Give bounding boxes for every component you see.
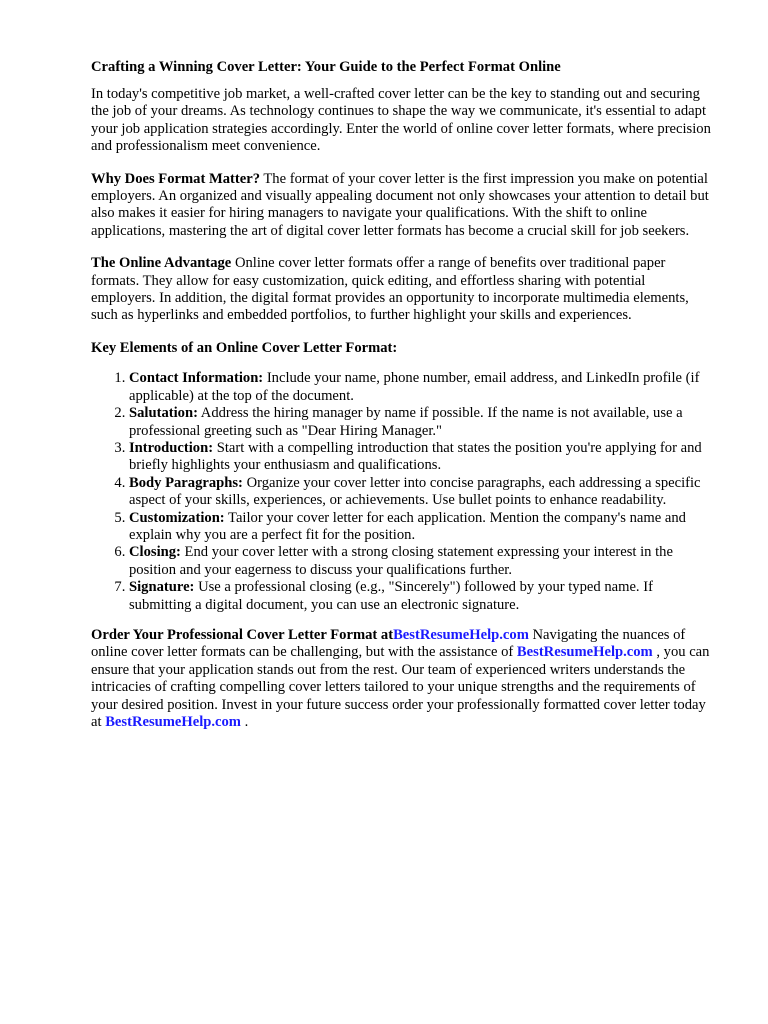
bestresumehelp-link-1[interactable]: BestResumeHelp.com [393, 626, 529, 643]
online-body: Online cover letter formats offer a range of benefits over traditional paper formats. They allow for easy customization, quick editing, and effortless sharing with potential employers. In addition, the digital format provides an opportunity to incorporate multimedia elements, such as hyperlinks and embedded portfolios, to further highlight your skills and experiences. [91, 255, 689, 324]
list-item-label: Body Paragraphs: [129, 474, 243, 491]
order-lead: Order Your Professional Cover Letter Format at [91, 626, 394, 643]
format-body: The format of your cover letter is the first impression you make on potential employers. An organized and visually appealing document not only showcases your attention to detail but also makes it easier for hiring managers to navigate your qualifications. With the shift to online applications, mastering the art of digital cover letter formats has become a crucial skill for job seekers. [91, 170, 709, 239]
list-item-label: Salutation: [129, 405, 198, 422]
bestresumehelp-link-2[interactable]: BestResumeHelp.com [516, 644, 653, 661]
list-item [129, 405, 713, 440]
list-item-text: Start with a compelling introduction that states the position you're applying for and briefly highlights your enthusiasm and qualifications. [129, 439, 702, 474]
list-item-text: Organize your cover letter into concise paragraphs, each addressing a specific aspect of your skills, experiences, or achievements. Use bullet points to enhance readability. [129, 474, 701, 509]
format-lead: Why Does Format Matter? [91, 170, 260, 187]
bestresumehelp-link-3[interactable]: BestResumeHelp.com [105, 714, 241, 730]
key-elements-list [91, 370, 713, 614]
list-item [129, 510, 713, 545]
list-item-label: Contact Information: [129, 370, 264, 387]
online-lead: The Online Advantage [91, 255, 232, 272]
order-text-1: Navigating the nuances of online cover letter formats can be challenging, but with the assistance of [91, 626, 686, 661]
order-text-2: , you can ensure that your application stands out from the rest. Our team of experienced writers understands the intricacies of crafting compelling cover letters tailored to your unique strengths and the requirements of your desired position. Invest in your future success order your professionally formatted cover letter today at [91, 644, 710, 730]
list-item-text: Address the hiring manager by name if possible. If the name is not available, use a professional greeting such as "Dear Hiring Manager." [129, 405, 683, 439]
list-item [129, 440, 713, 475]
intro-paragraph: In today's competitive job market, a well-crafted cover letter can be the key to standing out and securing the job of your dreams. As technology continues to shape the way we communicate, it's essential to adapt your job application strategies accordingly. Enter the world of online cover letter formats, where precision and professionalism meet convenience. [91, 86, 711, 155]
list-item-label: Closing: [129, 544, 181, 561]
list-item-label: Signature: [129, 579, 195, 596]
page-title: Crafting a Winning Cover Letter: Your Guide to the Perfect Format Online [91, 59, 561, 75]
list-item-text: Include your name, phone number, email address, and LinkedIn profile (if applicable) at the top of the document. [129, 370, 700, 404]
list-item-text: Tailor your cover letter for each application. Mention the company's name and explain why you are a perfect fit for the position. [129, 509, 686, 543]
order-paragraph [91, 627, 713, 731]
order-text-3: . [240, 714, 249, 730]
list-item-label: Customization: [129, 509, 225, 526]
format-paragraph [91, 171, 713, 241]
list-item [129, 544, 713, 579]
list-item-text: End your cover letter with a strong closing statement expressing your interest in the position and your eagerness to discuss your qualifications further. [129, 544, 673, 578]
key-elements-heading: Key Elements of an Online Cover Letter Format: [91, 339, 398, 356]
list-item [129, 475, 713, 510]
list-item-label: Introduction: [129, 439, 214, 456]
list-item-text: Use a professional closing (e.g., "Sincerely") followed by your typed name. If submitting a digital document, you can use an electronic signature. [129, 579, 653, 613]
document-page [91, 58, 713, 746]
list-item [129, 579, 713, 614]
online-paragraph [91, 255, 713, 325]
list-item [129, 370, 713, 405]
